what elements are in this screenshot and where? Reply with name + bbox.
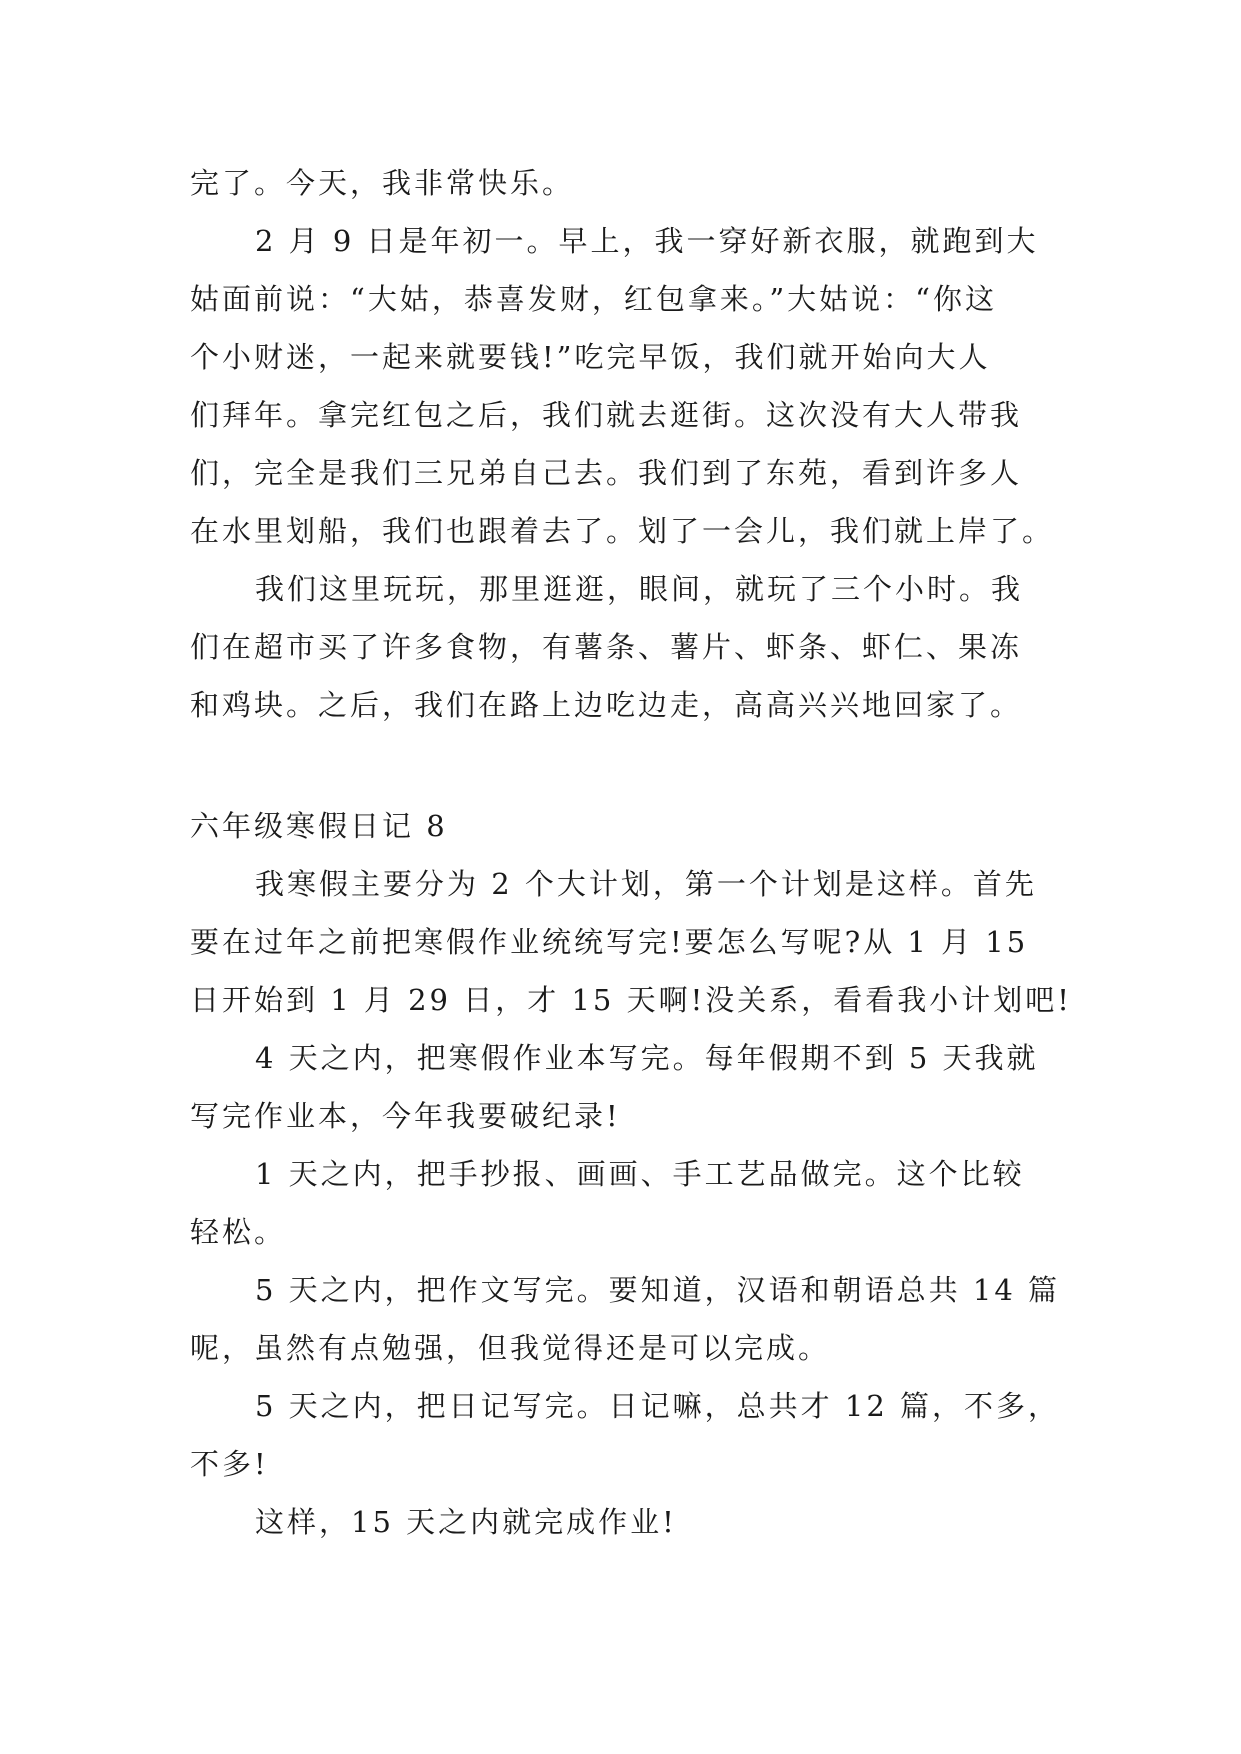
paragraph-line: 完了。今天，我非常快乐。	[190, 166, 575, 200]
paragraph-line: 们拜年。拿完红包之后，我们就去逛街。这次没有大人带我	[190, 398, 1023, 432]
section-title: 六年级寒假日记 8	[190, 809, 448, 843]
paragraph-line: 5 天之内，把作文写完。要知道，汉语和朝语总共 14 篇	[255, 1273, 1061, 1307]
paragraph-line: 我们这里玩玩，那里逛逛，眼间，就玩了三个小时。我	[255, 572, 1024, 606]
paragraph-line: 写完作业本，今年我要破纪录!	[190, 1099, 621, 1133]
paragraph-line: 呢，虽然有点勉强，但我觉得还是可以完成。	[190, 1331, 831, 1365]
paragraph-line: 2 月 9 日是年初一。早上，我一穿好新衣服，就跑到大	[255, 224, 1039, 258]
section-spacer	[190, 734, 1070, 797]
paragraph-line: 们在超市买了许多食物，有薯条、薯片、虾条、虾仁、果冻	[190, 630, 1023, 664]
paragraph-line: 和鸡块。之后，我们在路上边吃边走，高高兴兴地回家了。	[190, 688, 1023, 722]
paragraph-line: 4 天之内，把寒假作业本写完。每年假期不到 5 天我就	[255, 1041, 1039, 1075]
paragraph-line: 不多!	[190, 1447, 269, 1481]
paragraph-line: 在水里划船，我们也跟着去了。划了一会儿，我们就上岸了。	[190, 514, 1055, 548]
paragraph-line: 要在过年之前把寒假作业统统写完!要怎么写呢?从 1 月 15	[190, 925, 1029, 959]
document-body	[190, 154, 1070, 1551]
paragraph-line: 1 天之内，把手抄报、画画、手工艺品做完。这个比较	[255, 1157, 1025, 1191]
paragraph-line: 我寒假主要分为 2 个大计划，第一个计划是这样。首先	[255, 867, 1037, 901]
paragraph-line: 个小财迷，一起来就要钱!”吃完早饭，我们就开始向大人	[190, 340, 991, 374]
paragraph-line: 5 天之内，把日记写完。日记嘛，总共才 12 篇，不多，	[255, 1389, 1061, 1423]
paragraph-line: 轻松。	[190, 1215, 287, 1249]
paragraph-line: 姑面前说：“大姑，恭喜发财，红包拿来。”大姑说：“你这	[190, 282, 997, 316]
paragraph-line: 们，完全是我们三兄弟自己去。我们到了东苑，看到许多人	[190, 456, 1023, 490]
paragraph-line: 日开始到 1 月 29 日，才 15 天啊!没关系，看看我小计划吧!	[190, 983, 1072, 1017]
paragraph-line: 这样，15 天之内就完成作业!	[255, 1505, 677, 1539]
